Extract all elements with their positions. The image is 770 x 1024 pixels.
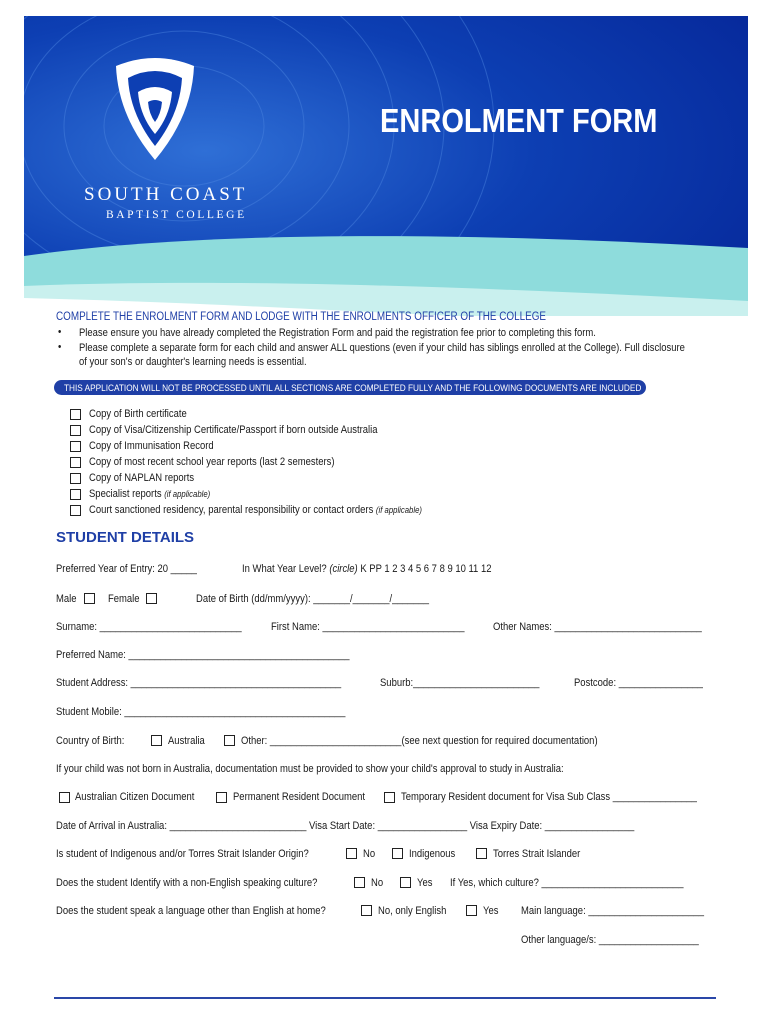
year-level-options[interactable]: K PP 1 2 3 4 5 6 7 8 9 10 11 12 <box>360 563 492 575</box>
country-other-checkbox[interactable] <box>224 735 235 746</box>
doc-label: Copy of Visa/Citizenship Certificate/Passport if born outside Australia <box>89 424 378 436</box>
doc-checkbox[interactable] <box>70 457 81 468</box>
doc-checkbox[interactable] <box>70 489 81 500</box>
indigenous-no-label: No <box>363 848 376 860</box>
culture-no-label: No <box>371 877 384 889</box>
torres-strait-checkbox[interactable] <box>476 848 487 859</box>
indigenous-yes-label: Indigenous <box>409 848 456 860</box>
suburb-field[interactable]: Suburb:________________________ <box>380 677 540 689</box>
culture-yes-label: Yes <box>417 877 433 889</box>
doc-label-text: Court sanctioned residency, parental responsibility or contact orders <box>89 504 374 516</box>
student-details-title: STUDENT DETAILS <box>56 529 195 546</box>
instructions-heading: COMPLETE THE ENROLMENT FORM AND LODGE WITH THE ENROLMENTS OFFICER OF THE COLLEGE <box>56 311 546 323</box>
doc-checkbox[interactable] <box>70 441 81 452</box>
doc-label <box>89 488 210 500</box>
permanent-doc-checkbox[interactable] <box>216 792 227 803</box>
arrival-visa-fields[interactable]: Date of Arrival in Australia: __________________________ Visa Start Date: _________________ Visa Expiry Date: _________________ <box>56 820 635 832</box>
doc-note: (if applicable) <box>164 489 211 499</box>
culture-which-field[interactable]: If Yes, which culture? ___________________________ <box>450 877 684 889</box>
language-question: Does the student speak a language other than English at home? <box>56 905 326 917</box>
language-no-label: No, only English <box>378 905 447 917</box>
college-crest-icon <box>110 56 200 166</box>
dob-field[interactable]: Date of Birth (dd/mm/yyyy): _______/_______/_______ <box>196 593 429 605</box>
citizen-doc-label: Australian Citizen Document <box>75 791 195 803</box>
not-born-note: If your child was not born in Australia, documentation must be provided to show your child's approval to study in Australia: <box>56 763 564 775</box>
bullet-icon: • <box>58 326 62 338</box>
doc-label: Copy of Birth certificate <box>89 408 187 420</box>
college-subname: BAPTIST COLLEGE <box>106 209 247 221</box>
header-banner <box>24 16 748 316</box>
indigenous-yes-checkbox[interactable] <box>392 848 403 859</box>
mobile-field[interactable]: Student Mobile: __________________________________________ <box>56 706 346 718</box>
year-level-field[interactable] <box>242 563 491 575</box>
doc-label <box>89 504 422 516</box>
doc-checkbox[interactable] <box>70 473 81 484</box>
doc-label: Copy of NAPLAN reports <box>89 472 195 484</box>
male-label: Male <box>56 593 77 605</box>
other-language-field[interactable]: Other language/s: ___________________ <box>521 934 699 946</box>
language-yes-label: Yes <box>483 905 499 917</box>
temporary-doc-checkbox[interactable] <box>384 792 395 803</box>
doc-label-text: Specialist reports <box>89 488 162 500</box>
language-yes-checkbox[interactable] <box>466 905 477 916</box>
culture-question: Does the student Identify with a non-English speaking culture? <box>56 877 318 889</box>
doc-checkbox[interactable] <box>70 409 81 420</box>
permanent-doc-label: Permanent Resident Document <box>233 791 365 803</box>
entry-year-field[interactable]: Preferred Year of Entry: 20 _____ <box>56 563 197 575</box>
year-level-circle-note: (circle) <box>329 563 358 575</box>
temporary-doc-field[interactable]: Temporary Resident document for Visa Sub Class ________________ <box>401 791 697 803</box>
indigenous-question: Is student of Indigenous and/or Torres Strait Islander Origin? <box>56 848 309 860</box>
culture-yes-checkbox[interactable] <box>400 877 411 888</box>
preferred-name-field[interactable]: Preferred Name: __________________________________________ <box>56 649 350 661</box>
college-name: SOUTH COAST <box>84 184 248 205</box>
requirements-bar <box>54 380 646 395</box>
instruction-bullet-1: Please ensure you have already completed the Registration Form and paid the registration fee prior to completing this form. <box>79 327 596 339</box>
surname-field[interactable]: Surname: ___________________________ <box>56 621 242 633</box>
culture-no-checkbox[interactable] <box>354 877 365 888</box>
first-name-field[interactable]: First Name: ___________________________ <box>271 621 465 633</box>
other-names-field[interactable]: Other Names: ____________________________ <box>493 621 702 633</box>
indigenous-no-checkbox[interactable] <box>346 848 357 859</box>
male-checkbox[interactable] <box>84 593 95 604</box>
citizen-doc-checkbox[interactable] <box>59 792 70 803</box>
form-title: ENROLMENT FORM <box>380 102 658 139</box>
doc-checkbox[interactable] <box>70 425 81 436</box>
doc-label: Copy of Immunisation Record <box>89 440 214 452</box>
instruction-bullet-2b: of your son's or daughter's learning needs is essential. <box>79 356 307 368</box>
main-language-field[interactable]: Main language: ______________________ <box>521 905 705 917</box>
country-australia-label: Australia <box>168 735 205 747</box>
country-label: Country of Birth: <box>56 735 125 747</box>
doc-label: Copy of most recent school year reports (last 2 semesters) <box>89 456 335 468</box>
female-label: Female <box>108 593 140 605</box>
bullet-icon: • <box>58 341 62 353</box>
torres-strait-label: Torres Strait Islander <box>493 848 581 860</box>
address-field[interactable]: Student Address: ________________________________________ <box>56 677 342 689</box>
footer-divider <box>54 997 716 999</box>
instruction-bullet-2a: Please complete a separate form for each child and answer ALL questions (even if your child has siblings enrolled at the College). Full disclosure <box>79 342 685 354</box>
postcode-field[interactable]: Postcode: ________________ <box>574 677 703 689</box>
country-australia-checkbox[interactable] <box>151 735 162 746</box>
female-checkbox[interactable] <box>146 593 157 604</box>
country-other-field[interactable]: Other: _________________________(see next question for required documentation) <box>241 735 598 747</box>
language-no-checkbox[interactable] <box>361 905 372 916</box>
requirements-bar-text: THIS APPLICATION WILL NOT BE PROCESSED UNTIL ALL SECTIONS ARE COMPLETED FULLY AND THE FOLLOWING DOCUMENTS ARE INCLUDED <box>64 382 642 393</box>
doc-checkbox[interactable] <box>70 505 81 516</box>
year-level-label: In What Year Level? <box>242 563 327 575</box>
doc-note: (if applicable) <box>375 505 422 515</box>
